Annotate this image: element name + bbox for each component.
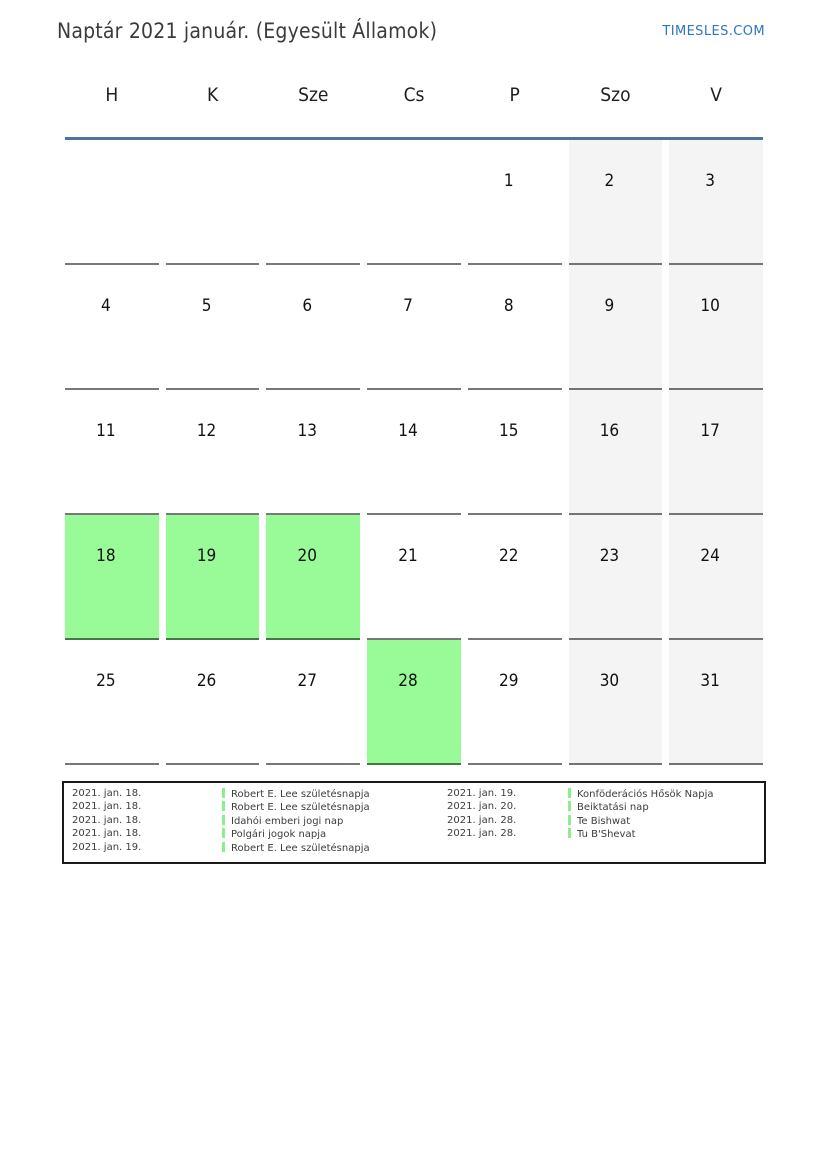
day-cell: 4 xyxy=(65,265,159,390)
weekday-thursday: Cs xyxy=(403,84,425,106)
legend-date: 2021. jan. 28. xyxy=(447,828,517,840)
day-cell: 21 xyxy=(367,515,461,640)
day-cell-holiday: 18 xyxy=(65,515,159,640)
header xyxy=(0,0,827,43)
legend-event: Robert E. Lee születésnapja xyxy=(222,842,447,855)
event-marker-icon xyxy=(568,788,571,798)
brand-link[interactable]: TIMESLES.COM xyxy=(662,24,765,39)
legend-date xyxy=(447,842,568,855)
day-cell: 12 xyxy=(166,390,260,515)
day-cell: 7 xyxy=(367,265,461,390)
event-marker-icon xyxy=(222,788,225,798)
legend-event: Polgári jogok napja xyxy=(222,828,447,841)
legend-event: Te Bishwat xyxy=(568,815,764,828)
page-title: Naptár 2021 január. (Egyesült Államok) xyxy=(57,19,438,43)
legend-box xyxy=(62,781,766,864)
day-cell: 11 xyxy=(65,390,159,515)
legend-event: Tu B'Shevat xyxy=(568,828,764,841)
day-cell-weekend: 10 xyxy=(669,265,763,390)
legend-date: 2021. jan. 18. xyxy=(72,828,142,840)
weekday-friday: P xyxy=(509,84,520,106)
day-cell-weekend: 23 xyxy=(569,515,663,640)
event-marker-icon xyxy=(222,801,225,811)
event-marker-icon xyxy=(222,815,225,825)
legend-date: 2021. jan. 18. xyxy=(72,788,142,799)
calendar-grid xyxy=(65,140,763,765)
day-cell: 14 xyxy=(367,390,461,515)
event-marker-icon xyxy=(568,815,571,825)
weekday-monday: H xyxy=(105,84,119,106)
day-cell-weekend: 9 xyxy=(569,265,663,390)
day-cell: 27 xyxy=(266,640,360,765)
day-cell-empty xyxy=(166,140,260,265)
legend-event: Konföderációs Hősök Napja xyxy=(568,788,764,801)
legend-event: Robert E. Lee születésnapja xyxy=(222,801,447,814)
event-marker-icon xyxy=(222,842,225,852)
day-cell: 6 xyxy=(266,265,360,390)
weekday-saturday: Szo xyxy=(600,84,631,106)
weekday-wednesday: Sze xyxy=(298,84,329,106)
legend-event: Beiktatási nap xyxy=(568,801,764,814)
day-cell-holiday: 20 xyxy=(266,515,360,640)
day-cell-holiday: 28 xyxy=(367,640,461,765)
legend-event: Idahói emberi jogi nap xyxy=(222,815,447,828)
day-cell: 15 xyxy=(468,390,562,515)
day-cell-empty xyxy=(367,140,461,265)
day-cell: 8 xyxy=(468,265,562,390)
day-cell-weekend: 16 xyxy=(569,390,663,515)
day-cell-weekend: 17 xyxy=(669,390,763,515)
legend-event-empty xyxy=(568,842,764,855)
weekday-row xyxy=(65,84,763,140)
day-cell: 1 xyxy=(468,140,562,265)
event-marker-icon xyxy=(222,828,225,838)
weekday-sunday: V xyxy=(710,84,722,106)
legend-date: 2021. jan. 19. xyxy=(72,841,142,853)
day-cell: 26 xyxy=(166,640,260,765)
calendar xyxy=(65,84,763,765)
legend-date: 2021. jan. 19. xyxy=(447,788,517,799)
day-cell-weekend: 31 xyxy=(669,640,763,765)
event-marker-icon xyxy=(568,828,571,838)
day-cell-weekend: 2 xyxy=(569,140,663,265)
day-cell-empty xyxy=(266,140,360,265)
day-cell: 25 xyxy=(65,640,159,765)
legend-date: 2021. jan. 18. xyxy=(72,801,142,813)
weekday-tuesday: K xyxy=(206,84,219,106)
day-cell: 22 xyxy=(468,515,562,640)
legend-date: 2021. jan. 18. xyxy=(72,814,142,826)
legend-event: Robert E. Lee születésnapja xyxy=(222,788,447,801)
event-marker-icon xyxy=(568,801,571,811)
day-cell: 13 xyxy=(266,390,360,515)
day-cell-weekend: 3 xyxy=(669,140,763,265)
legend-date: 2021. jan. 28. xyxy=(447,814,517,826)
day-cell: 5 xyxy=(166,265,260,390)
legend-date: 2021. jan. 20. xyxy=(447,801,517,813)
day-cell: 29 xyxy=(468,640,562,765)
day-cell-weekend: 24 xyxy=(669,515,763,640)
day-cell-weekend: 30 xyxy=(569,640,663,765)
day-cell-holiday: 19 xyxy=(166,515,260,640)
day-cell-empty xyxy=(65,140,159,265)
